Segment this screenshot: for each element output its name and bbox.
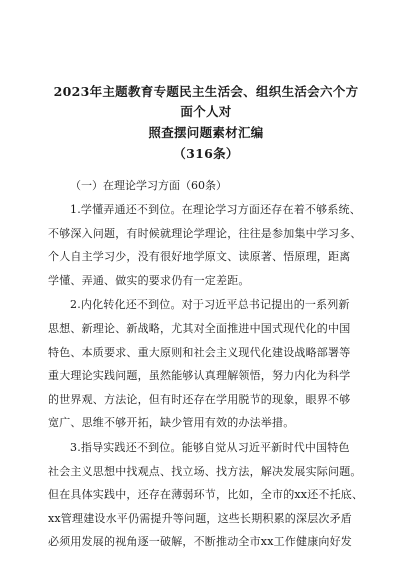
paragraph-line: 宽广、思维不够开拓，缺少管用有效的办法举措。 — [48, 416, 295, 430]
paragraph-line: 2.内化转化还不到位。对于习近平总书记提出的一系列新 — [70, 298, 350, 312]
section-heading: （一）在理论学习方面（60条） — [70, 179, 227, 192]
document-title-count: （316条） — [173, 146, 239, 161]
paragraph-line: 的世界观、方法论，但有时还存在学用脱节的现象，眼界不够 — [48, 392, 351, 406]
paragraph-line: 3.指导实践还不到位。能够自觉从习近平新时代中国特色 — [70, 440, 350, 454]
paragraph-line: 1.学懂弄通还不到位。在理论学习方面还存在着不够系统、 — [70, 203, 361, 216]
paragraph-line: 不够深入问题，有时候就理论学理论，往往是参加集中学习多、 — [48, 226, 362, 240]
document-title-line-1: 2023年主题教育专题民主生活会、组织生活会六个方面个人对 — [53, 84, 359, 119]
paragraph-line: 但在具体实践中，还存在薄弱环节，比如，全市的xx还不托底、 — [48, 488, 364, 502]
paragraph-1 — [48, 198, 364, 292]
paragraph-line: 思想、新理论、新战略，尤其对全面推进中国式现代化的中国 — [48, 321, 351, 335]
paragraph-line: 学懂、弄通、做实的要求仍有一定差距。 — [48, 273, 250, 287]
paragraph-line: 必须用发展的视角逐一破解，不断推动全市xx工作健康向好发 — [48, 535, 353, 549]
document-title-line-2: 照查摆问题素材汇编 — [148, 125, 264, 140]
paragraph-2 — [48, 293, 364, 435]
paragraph-3 — [48, 436, 364, 554]
paragraph-line: 个人自主学习少，没有很好地学原文、读原著、悟原理，距离 — [48, 250, 351, 264]
paragraph-line: 社会主义思想中找观点、找立场、找方法，解决发展实际问题。 — [48, 464, 362, 478]
paragraph-line: 特色、本质要求、重大原则和社会主义现代化建设战略部署等 — [48, 345, 351, 359]
paragraph-line: 重大理论实践问题，虽然能够认真理解领悟，努力内化为科学 — [48, 369, 351, 383]
paragraph-line: xx管理建设水平仍需提升等问题，这些长期积累的深层次矛盾 — [48, 511, 353, 525]
